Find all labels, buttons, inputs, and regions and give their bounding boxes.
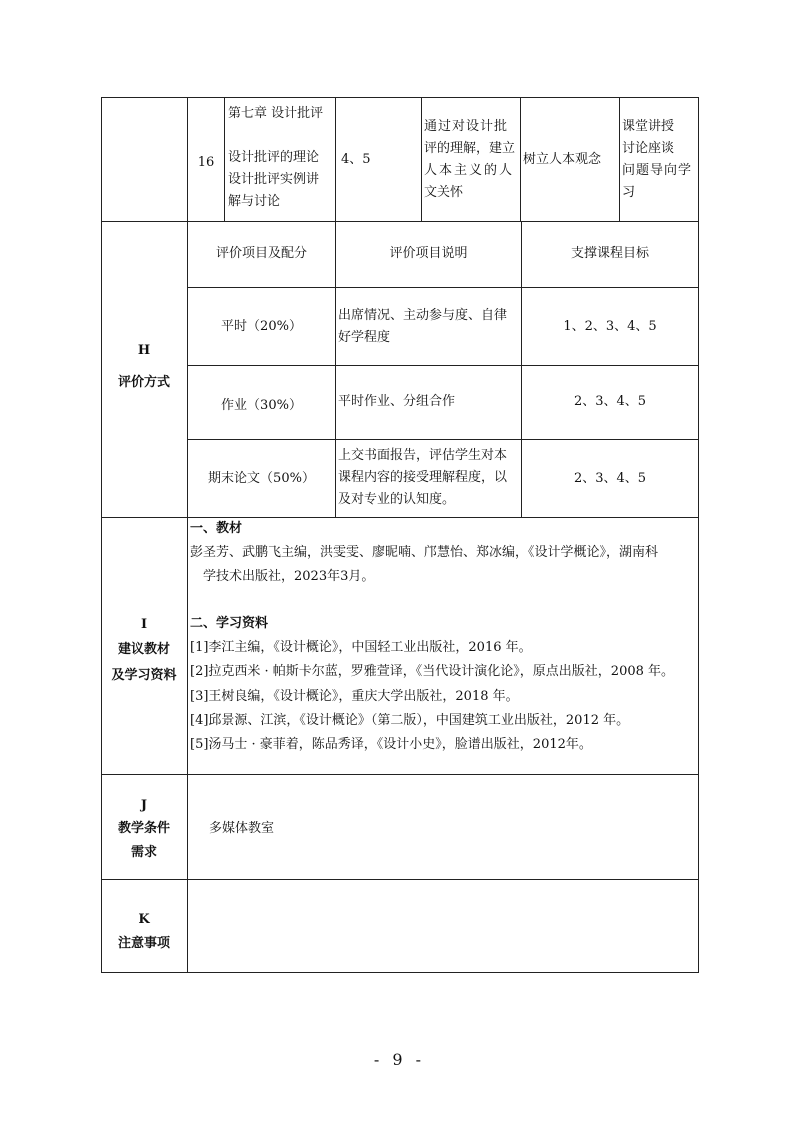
textbook-line1: 彭圣芳、武鹏飞主编，洪雯雯、廖昵喃、邝慧怡、郑冰编，《设计学概论》，湖南科 [190,545,659,560]
h-row1-bottom [187,365,699,366]
material-item-2: [2]拉克西米 · 帕斯卡尔蓝，罗雅萱译，《当代设计演化论》，原点出版社，2008 年。 [190,664,675,679]
h-row3-item: 期末论文（50%） [208,471,315,486]
section-h-letter: H [137,343,151,358]
section-j-title-line2: 需求 [130,845,157,860]
section-j-letter: J [140,798,148,813]
h-row2-targets: 2、3、4、5 [573,394,647,409]
section-i-bottom [101,774,699,775]
section-j-title-line1: 教学条件 [117,821,170,836]
row16-divider-2 [335,97,336,221]
section-h-title: 评价方式 [117,375,170,390]
h-row3-desc-line1: 上交书面报告，评估学生对本 [338,448,508,463]
section-j-content: 多媒体教室 [209,821,275,836]
row16-week: 16 [197,155,215,170]
row16-divider-1 [224,97,225,221]
section-i-title-line2: 及学习资料 [111,668,177,683]
row16-divider-5 [619,97,620,221]
row16-goal-line3: 人本主义的人 [424,163,515,178]
h-row1-item: 平时（20%） [221,319,302,334]
section-i-title-line1: 建议教材 [117,642,170,657]
row16-ideology: 树立人本观念 [523,152,602,167]
table-border-bottom [101,972,699,973]
row16-hours: 4、5 [341,152,371,167]
h-row3-targets: 2、3、4、5 [573,471,647,486]
h-row2-item: 作业（30%） [221,398,302,413]
h-row1-targets: 1、2、3、4、5 [563,319,657,334]
textbook-heading: 一、教材 [190,521,243,536]
section-k-title: 注意事项 [117,936,170,951]
row16-goal-line1: 通过对设计批 [424,119,509,134]
row16-method-line4: 习 [622,185,636,200]
materials-heading: 二、学习资料 [190,616,269,631]
h-header-desc: 评价项目说明 [389,246,468,261]
material-item-3: [3]王树良编，《设计概论》，重庆大学出版社，2018 年。 [190,689,519,704]
row16-divider-4 [520,97,521,221]
h-row1-desc-line2: 好学程度 [338,330,391,345]
section-k-letter: K [138,912,150,927]
section-i-letter: I [140,617,148,632]
row16-goal-line2: 评的理解，建立 [424,141,516,156]
h-divider-1 [335,221,336,517]
row16-bottom [101,221,699,222]
row16-divider-3 [421,97,422,221]
row16-method-line1: 课堂讲授 [622,119,675,134]
table-border-right [698,97,699,973]
row16-topic-line2: 设计批评实例讲 [228,172,320,187]
textbook-line2: 学技术出版社，2023年3月。 [203,569,375,584]
material-item-5: [5]汤马士 · 豪菲着，陈品秀译，《设计小史》，脸谱出版社，2012年。 [190,737,592,752]
section-j-bottom [101,879,699,880]
h-row2-desc-line1: 平时作业、分组合作 [338,394,456,409]
h-row1-desc-line1: 出席情况、主动参与度、自律 [338,308,508,323]
row16-method-line2: 讨论座谈 [622,141,675,156]
material-item-1: [1]李江主编，《设计概论》，中国轻工业出版社，2016 年。 [190,640,532,655]
page-number: - 9 - [373,1050,426,1069]
material-item-4: [4]邱景源、江滨，《设计概论》（第二版），中国建筑工业出版社，2012 年。 [190,713,630,728]
h-row3-desc-line2: 课程内容的接受理解程度，以 [338,470,508,485]
h-row2-bottom [187,439,699,440]
h-header-item: 评价项目及配分 [215,246,307,261]
h-header-bottom [187,287,699,288]
h-row3-desc-line3: 及对专业的认知度。 [338,492,456,507]
h-header-targets: 支撑课程目标 [570,246,649,261]
row16-topic-line3: 解与讨论 [228,194,281,209]
row16-topic-line1: 设计批评的理论 [228,150,320,165]
row16-method-line3: 问题导向学 [622,163,693,178]
row16-chapter: 第七章 设计批评 [228,106,324,121]
label-column-divider [187,97,188,973]
table-border-top [101,97,699,98]
row16-goal-line4: 文关怀 [424,185,464,200]
